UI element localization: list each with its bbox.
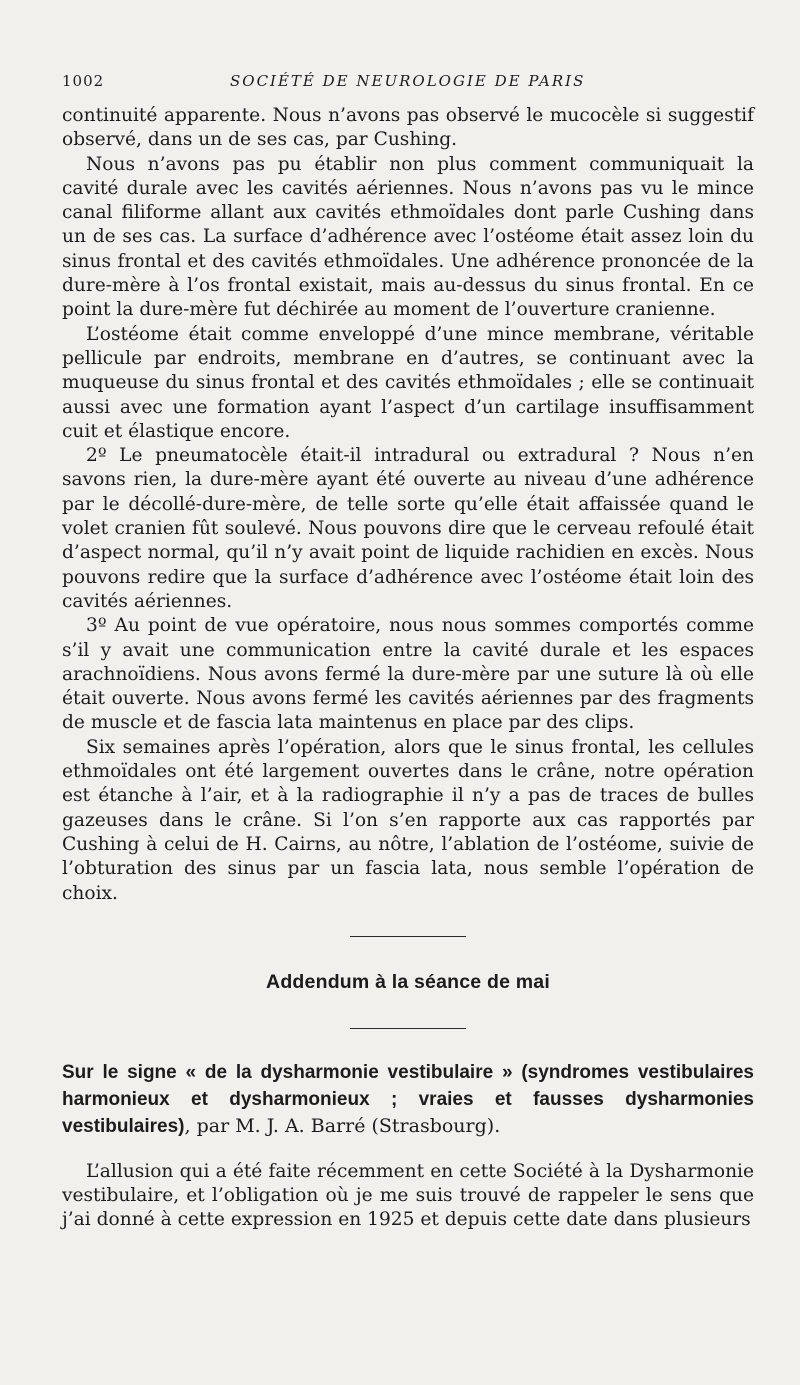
article-heading	[62, 1059, 754, 1140]
article-title: Sur le signe « de la dysharmonie vestibulaire » (syndromes vestibulaires harmonieux et dysharmonieux ; vraies et fausses dysharmonies vestibulaires)	[62, 1061, 754, 1137]
article-first-paragraph: L’allusion qui a été faite récemment en cette Société à la Dysharmonie vestibulaire, et l’obligation où je me suis trouvé de rappeler le sens que j’ai donné à cette expression en 1925 et depuis cette date dans plusieurs	[62, 1160, 754, 1231]
running-header	[62, 72, 754, 98]
page-number: 1002	[62, 72, 105, 90]
paragraph-continuation: continuité apparente. Nous n’avons pas observé le mucocèle si suggestif observé, dans un de ses cas, par Cushing.	[62, 105, 754, 151]
paragraph-osteome: L’ostéome était comme enveloppé d’une mince membrane, véritable pellicule par endroits, membrane en d’autres, se continuant avec la muqueuse du sinus frontal et des cavités ethmoïdales ; elle se continuait aussi avec une formation ayant l’aspect d’un cartilage insuffisamment cuit et élastique encore.	[62, 323, 754, 442]
paragraph-pneumatocele: 2º Le pneumatocèle était-il intradural ou extradural ? Nous n’en savons rien, la dure-mère ayant été ouverte au niveau d’une adhérence par le décollé-dure-mère, de telle sorte qu’elle était affaissée quand le volet cranien fût soulevé. Nous pouvons dire que le cerveau refoulé était d’aspect normal, qu’il n’y avait point de liquide rachidien en excès. Nous pouvons redire que la surface d’adhérence avec l’ostéome était loin des cavités aériennes.	[62, 445, 754, 612]
journal-title: SOCIÉTÉ DE NEUROLOGIE DE PARIS	[230, 72, 586, 90]
paragraph-operatoire: 3º Au point de vue opératoire, nous nous sommes comportés comme s’il y avait une communication entre la cavité durale et les espaces arachnoïdiens. Nous avons fermé la dure-mère par une suture là où elle était ouverte. Nous avons fermé les cavités aériennes par des fragments de muscle et de fascia lata maintenus en place par des clips.	[62, 615, 754, 734]
paragraph-durale: Nous n’avons pas pu établir non plus comment communiquait la cavité durale avec les cavités aériennes. Nous n’avons pas vu le mince canal filiforme allant aux cavités ethmoïdales dont parle Cushing dans un de ses cas. La surface d’adhérence avec l’ostéome était assez loin du sinus frontal et des cavités ethmoïdales. Une adhérence prononcée de la dure-mère à l’os frontal existait, mais au-dessus du sinus frontal. En ce point la dure-mère fut déchirée au moment de l’ouverture cranienne.	[62, 153, 754, 321]
paragraph-six-semaines: Six semaines après l’opération, alors que le sinus frontal, les cellules ethmoïdales ont été largement ouvertes dans le crâne, notre opération est étanche à l’air, et à la radiographie il n’y a pas de traces de bulles gazeuses dans le crâne. Si l’on s’en rapporte aux cas rapportés par Cushing à celui de H. Cairns, au nôtre, l’ablation de l’ostéome, suivie de l’obturation des sinus par un fascia lata, nous semble l’opération de choix.	[62, 736, 754, 904]
article-byline: , par M. J. A. Barré (Strasbourg).	[184, 1114, 501, 1137]
addendum-heading: Addendum à la séance de mai	[266, 970, 550, 993]
section-divider-top	[350, 936, 466, 937]
section-divider-bottom	[350, 1028, 466, 1029]
